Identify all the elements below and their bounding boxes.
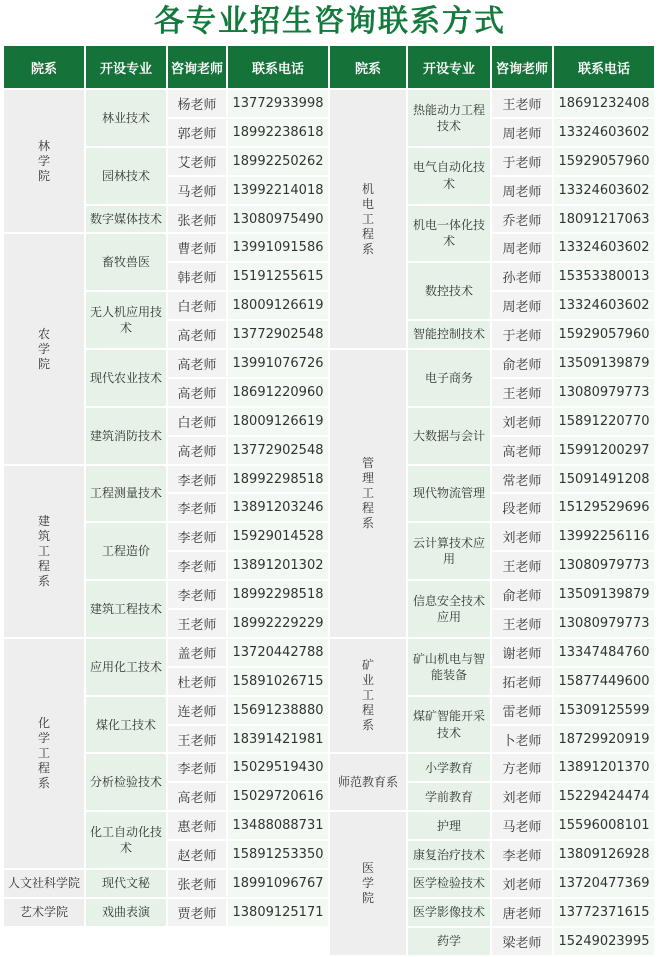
teacher-name: 艾老师 xyxy=(168,148,228,177)
phone-number: 13991091586 xyxy=(228,234,330,263)
teacher-name: 雷老师 xyxy=(492,697,554,726)
major-name: 康复治疗技术 xyxy=(412,847,485,862)
phone-number: 13488088731 xyxy=(228,812,330,841)
major-cell xyxy=(86,234,168,292)
teacher-name: 高老师 xyxy=(168,350,228,379)
major-cell xyxy=(86,206,168,235)
major-cell xyxy=(408,697,492,755)
header-teacher: 咨询老师 xyxy=(168,46,228,90)
phone-number: 18691220960 xyxy=(228,379,330,408)
teacher-name: 白老师 xyxy=(168,292,228,321)
major-name: 畜牧兽医 xyxy=(101,255,150,270)
contact-tables xyxy=(4,46,656,952)
teacher-name: 张老师 xyxy=(168,206,228,235)
table-row xyxy=(4,234,330,263)
major-name: 热能动力工程技术 xyxy=(412,102,485,133)
major-cell xyxy=(408,466,492,524)
teacher-name: 李老师 xyxy=(168,552,228,581)
major-name: 现代物流管理 xyxy=(412,486,485,501)
phone-number: 15091491208 xyxy=(554,466,656,495)
teacher-name: 李老师 xyxy=(168,494,228,523)
major-name: 矿山机电与智能装备 xyxy=(412,651,485,682)
major-name: 戏曲表演 xyxy=(101,905,150,920)
phone-number: 13509139879 xyxy=(554,581,656,610)
phone-number: 18729920919 xyxy=(554,726,656,755)
header-phone: 联系电话 xyxy=(554,46,656,90)
teacher-name: 拓老师 xyxy=(492,668,554,697)
major-cell xyxy=(86,812,168,870)
table-row xyxy=(4,90,330,119)
teacher-name: 周老师 xyxy=(492,292,554,321)
major-cell xyxy=(408,581,492,639)
phone-number: 13324603602 xyxy=(554,234,656,263)
teacher-name: 张老师 xyxy=(168,870,228,899)
phone-number: 13891201302 xyxy=(228,552,330,581)
major-name: 电气自动化技术 xyxy=(412,160,485,191)
teacher-name: 李老师 xyxy=(168,523,228,552)
teacher-name: 周老师 xyxy=(492,234,554,263)
major-name: 煤矿智能开采技术 xyxy=(412,709,485,740)
teacher-name: 盖老师 xyxy=(168,639,228,668)
phone-number: 13992214018 xyxy=(228,177,330,206)
teacher-name: 李老师 xyxy=(168,754,228,783)
phone-number: 18992298518 xyxy=(228,581,330,610)
phone-number: 13080979773 xyxy=(554,610,656,639)
teacher-name: 杨老师 xyxy=(168,90,228,119)
phone-number: 13772371615 xyxy=(554,899,656,928)
phone-number: 18091217063 xyxy=(554,206,656,235)
teacher-name: 王老师 xyxy=(492,90,554,119)
teacher-name: 梁老师 xyxy=(492,928,554,957)
teacher-name: 刘老师 xyxy=(492,870,554,899)
header-major: 开设专业 xyxy=(86,46,168,90)
major-name: 护理 xyxy=(436,818,461,833)
dept-name: 林学院 xyxy=(37,138,50,183)
major-name: 工程测量技术 xyxy=(89,486,162,501)
teacher-name: 刘老师 xyxy=(492,408,554,437)
major-cell xyxy=(408,90,492,148)
table-row xyxy=(4,466,330,495)
dept-cell xyxy=(330,812,408,956)
major-name: 数控技术 xyxy=(424,284,473,299)
major-cell xyxy=(408,408,492,466)
phone-number: 15929014528 xyxy=(228,523,330,552)
major-name: 学前教育 xyxy=(424,789,473,804)
teacher-name: 李老师 xyxy=(168,466,228,495)
phone-number: 15353380013 xyxy=(554,263,656,292)
dept-name: 师范教育系 xyxy=(337,774,398,789)
dept-name: 矿业工程系 xyxy=(361,658,374,733)
teacher-name: 俞老师 xyxy=(492,350,554,379)
major-name: 分析检验技术 xyxy=(89,775,162,790)
phone-number: 18992229229 xyxy=(228,610,330,639)
major-cell xyxy=(86,639,168,697)
phone-number: 15891253350 xyxy=(228,841,330,870)
major-cell xyxy=(408,639,492,697)
major-cell xyxy=(86,870,168,899)
phone-number: 13772902548 xyxy=(228,321,330,350)
phone-number: 13809126928 xyxy=(554,841,656,870)
teacher-name: 李老师 xyxy=(168,581,228,610)
left-contact-table xyxy=(4,46,330,928)
dept-name: 艺术学院 xyxy=(19,904,68,919)
phone-number: 13991076726 xyxy=(228,350,330,379)
dept-name: 建筑工程系 xyxy=(37,513,50,588)
major-name: 现代文秘 xyxy=(101,876,150,891)
teacher-name: 韩老师 xyxy=(168,263,228,292)
phone-number: 13347484760 xyxy=(554,639,656,668)
major-name: 建筑消防技术 xyxy=(89,428,162,443)
phone-number: 15309125599 xyxy=(554,697,656,726)
table-row xyxy=(330,754,656,783)
major-cell xyxy=(86,90,168,148)
phone-number: 13992256116 xyxy=(554,523,656,552)
phone-number: 13324603602 xyxy=(554,292,656,321)
major-name: 无人机应用技术 xyxy=(89,304,162,336)
major-cell xyxy=(86,581,168,639)
phone-number: 18992238618 xyxy=(228,119,330,148)
major-name: 机电一体化技术 xyxy=(412,218,485,249)
teacher-name: 谢老师 xyxy=(492,639,554,668)
phone-number: 15129529696 xyxy=(554,494,656,523)
phone-number: 15191255615 xyxy=(228,263,330,292)
dept-cell xyxy=(330,350,408,639)
phone-number: 15877449600 xyxy=(554,668,656,697)
major-name: 药学 xyxy=(436,934,461,949)
phone-number: 13509139879 xyxy=(554,350,656,379)
teacher-name: 刘老师 xyxy=(492,523,554,552)
major-cell xyxy=(408,841,492,870)
major-cell xyxy=(86,523,168,581)
major-name: 林业技术 xyxy=(101,110,150,125)
header-teacher: 咨询老师 xyxy=(492,46,554,90)
major-cell xyxy=(408,321,492,350)
major-cell xyxy=(86,697,168,755)
phone-number: 15891026715 xyxy=(228,668,330,697)
major-name: 大数据与会计 xyxy=(412,428,485,443)
major-cell xyxy=(86,350,168,408)
major-cell xyxy=(408,783,492,812)
major-cell xyxy=(408,754,492,783)
phone-number: 13720477369 xyxy=(554,870,656,899)
dept-name: 化学工程系 xyxy=(37,715,50,790)
teacher-name: 惠老师 xyxy=(168,812,228,841)
phone-number: 13080975490 xyxy=(228,206,330,235)
phone-number: 15249023995 xyxy=(554,928,656,957)
teacher-name: 方老师 xyxy=(492,754,554,783)
major-cell xyxy=(86,754,168,812)
phone-number: 15029519430 xyxy=(228,754,330,783)
major-name: 化工自动化技术 xyxy=(89,824,162,856)
teacher-name: 乔老师 xyxy=(492,206,554,235)
teacher-name: 孙老师 xyxy=(492,263,554,292)
table-row xyxy=(330,812,656,841)
phone-number: 18391421981 xyxy=(228,726,330,755)
teacher-name: 贾老师 xyxy=(168,899,228,928)
teacher-name: 段老师 xyxy=(492,494,554,523)
dept-cell xyxy=(4,90,86,234)
phone-number: 18992250262 xyxy=(228,148,330,177)
teacher-name: 周老师 xyxy=(492,177,554,206)
teacher-name: 王老师 xyxy=(492,610,554,639)
dept-cell xyxy=(4,466,86,639)
teacher-name: 卜老师 xyxy=(492,726,554,755)
dept-cell xyxy=(330,754,408,812)
major-name: 工程造价 xyxy=(101,544,150,559)
teacher-name: 于老师 xyxy=(492,321,554,350)
phone-number: 15991200297 xyxy=(554,437,656,466)
phone-number: 15891220770 xyxy=(554,408,656,437)
table-header-row xyxy=(4,46,330,90)
phone-number: 13891201370 xyxy=(554,754,656,783)
teacher-name: 高老师 xyxy=(168,379,228,408)
major-cell xyxy=(408,263,492,321)
table-row xyxy=(330,639,656,668)
major-cell xyxy=(408,523,492,581)
phone-number: 15029720616 xyxy=(228,783,330,812)
phone-number: 15929057960 xyxy=(554,148,656,177)
phone-number: 18009126619 xyxy=(228,408,330,437)
teacher-name: 高老师 xyxy=(168,783,228,812)
teacher-name: 俞老师 xyxy=(492,581,554,610)
table-header-row xyxy=(330,46,656,90)
teacher-name: 曹老师 xyxy=(168,234,228,263)
major-cell xyxy=(408,812,492,841)
teacher-name: 郭老师 xyxy=(168,119,228,148)
teacher-name: 李老师 xyxy=(492,841,554,870)
teacher-name: 高老师 xyxy=(492,437,554,466)
table-row xyxy=(4,639,330,668)
major-cell xyxy=(408,148,492,206)
phone-number: 15929057960 xyxy=(554,321,656,350)
phone-number: 13324603602 xyxy=(554,177,656,206)
header-dept: 院系 xyxy=(4,46,86,90)
major-name: 数字媒体技术 xyxy=(89,211,162,226)
major-cell xyxy=(408,899,492,928)
teacher-name: 马老师 xyxy=(168,177,228,206)
teacher-name: 马老师 xyxy=(492,812,554,841)
phone-number: 15229424474 xyxy=(554,783,656,812)
phone-number: 13891203246 xyxy=(228,494,330,523)
major-name: 应用化工技术 xyxy=(89,659,162,674)
major-name: 智能控制技术 xyxy=(412,327,485,342)
phone-number: 13080979773 xyxy=(554,552,656,581)
major-name: 医学检验技术 xyxy=(412,876,485,891)
teacher-name: 王老师 xyxy=(168,610,228,639)
dept-cell xyxy=(4,899,86,928)
major-cell xyxy=(408,870,492,899)
teacher-name: 于老师 xyxy=(492,148,554,177)
table-row xyxy=(330,350,656,379)
teacher-name: 白老师 xyxy=(168,408,228,437)
teacher-name: 刘老师 xyxy=(492,783,554,812)
major-cell xyxy=(86,148,168,206)
teacher-name: 高老师 xyxy=(168,437,228,466)
dept-name: 农学院 xyxy=(37,326,50,371)
major-name: 云计算技术应用 xyxy=(412,536,485,567)
table-row xyxy=(330,90,656,119)
major-cell xyxy=(408,206,492,264)
table-row xyxy=(4,899,330,928)
dept-cell xyxy=(4,870,86,899)
major-name: 煤化工技术 xyxy=(95,717,156,732)
major-name: 建筑工程技术 xyxy=(89,601,162,616)
teacher-name: 王老师 xyxy=(492,379,554,408)
dept-cell xyxy=(4,639,86,870)
teacher-name: 王老师 xyxy=(168,726,228,755)
phone-number: 13772902548 xyxy=(228,437,330,466)
teacher-name: 高老师 xyxy=(168,321,228,350)
phone-number: 18009126619 xyxy=(228,292,330,321)
major-cell xyxy=(86,408,168,466)
dept-cell xyxy=(4,234,86,465)
header-dept: 院系 xyxy=(330,46,408,90)
table-row xyxy=(4,870,330,899)
teacher-name: 杜老师 xyxy=(168,668,228,697)
major-name: 园林技术 xyxy=(101,168,150,183)
major-cell xyxy=(86,899,168,928)
phone-number: 13772933998 xyxy=(228,90,330,119)
phone-number: 18992298518 xyxy=(228,466,330,495)
dept-cell xyxy=(330,90,408,350)
major-name: 信息安全技术应用 xyxy=(412,593,485,625)
phone-number: 15691238880 xyxy=(228,697,330,726)
dept-name: 人文社科学院 xyxy=(7,875,80,890)
major-name: 现代农业技术 xyxy=(89,370,162,385)
dept-name: 管理工程系 xyxy=(361,455,374,530)
major-cell xyxy=(408,350,492,408)
phone-number: 13080979773 xyxy=(554,379,656,408)
major-cell xyxy=(86,292,168,350)
major-cell xyxy=(408,928,492,957)
phone-number: 15596008101 xyxy=(554,812,656,841)
right-contact-table xyxy=(330,46,656,957)
teacher-name: 王老师 xyxy=(492,552,554,581)
phone-number: 13324603602 xyxy=(554,119,656,148)
major-name: 电子商务 xyxy=(424,370,473,385)
phone-number: 13809125171 xyxy=(228,899,330,928)
major-name: 医学影像技术 xyxy=(412,905,485,920)
teacher-name: 唐老师 xyxy=(492,899,554,928)
header-major: 开设专业 xyxy=(408,46,492,90)
phone-number: 13720442788 xyxy=(228,639,330,668)
page-title: 各专业招生咨询联系方式 xyxy=(154,4,506,39)
phone-number: 18991096767 xyxy=(228,870,330,899)
teacher-name: 赵老师 xyxy=(168,841,228,870)
dept-name: 医学院 xyxy=(361,860,374,905)
dept-name: 机电工程系 xyxy=(361,181,374,256)
teacher-name: 周老师 xyxy=(492,119,554,148)
phone-number: 18691232408 xyxy=(554,90,656,119)
teacher-name: 常老师 xyxy=(492,466,554,495)
teacher-name: 连老师 xyxy=(168,697,228,726)
dept-cell xyxy=(330,639,408,755)
major-name: 小学教育 xyxy=(424,760,473,775)
header-phone: 联系电话 xyxy=(228,46,330,90)
major-cell xyxy=(86,466,168,524)
